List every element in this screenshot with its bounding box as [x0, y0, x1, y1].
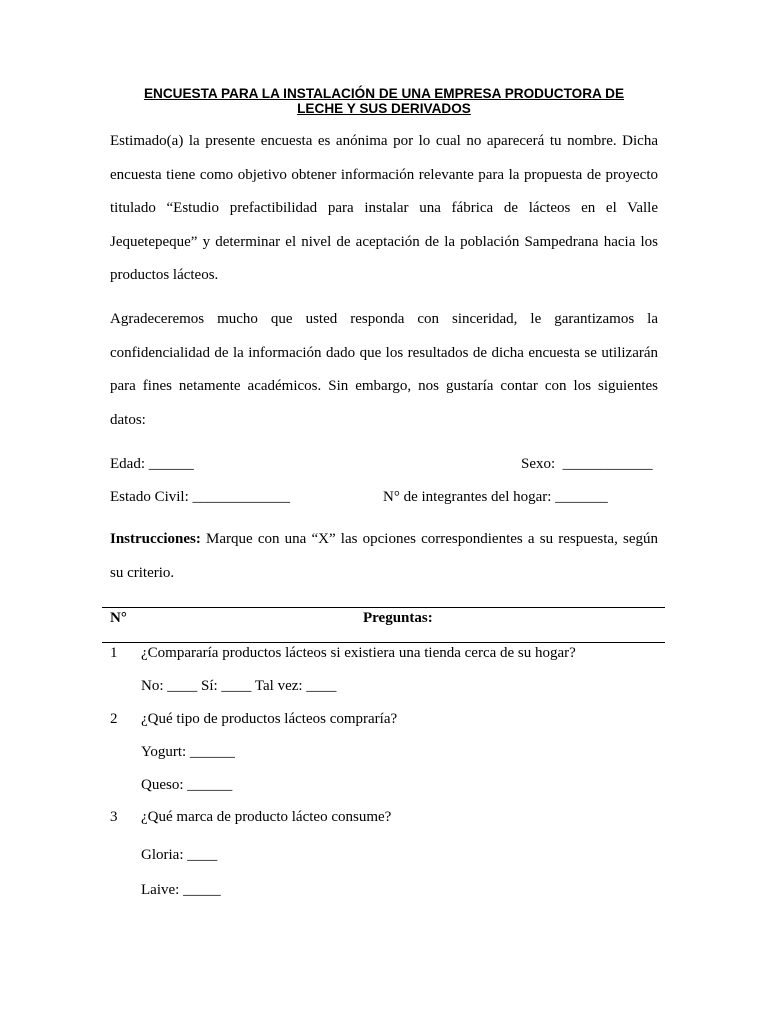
answer-option: Yogurt: ______: [141, 744, 235, 760]
request-paragraph: Agradeceremos mucho que usted responda con sinceridad, le garantizamos la confidencialidad de la información dado que los resultados de dicha encuesta se utilizarán para fines netamente académicos. Sin embargo, nos gustaría contar con los siguientes datos:: [110, 311, 658, 428]
edad-field: Edad: ______: [110, 456, 194, 472]
table-header-questions: Preguntas:: [363, 610, 433, 626]
answer-option: Laive: _____: [141, 882, 221, 898]
question-text: ¿Compararía productos lácteos si existiera una tienda cerca de su hogar?: [141, 645, 576, 661]
estado-civil-field: Estado Civil: _____________: [110, 489, 290, 505]
table-top-rule: [102, 607, 665, 608]
answer-option: No: ____ Sí: ____ Tal vez: ____: [141, 678, 337, 694]
question-text: ¿Qué marca de producto lácteo consume?: [141, 809, 392, 825]
instructions-label: Instrucciones:: [110, 531, 201, 547]
intro-paragraph: Estimado(a) la presente encuesta es anónima por lo cual no aparecerá tu nombre. Dicha encuesta tiene como objetivo obtener información relevante para la propuesta de proyecto titulado “Estudio prefactibilidad para instalar una fábrica de lácteos en el Valle Jequetepeque” y determinar el nivel de aceptación de la población Sampedrana hacia los productos lácteos.: [110, 133, 658, 283]
question-number: 2: [110, 711, 118, 727]
title-line-2: LECHE Y SUS DERIVADOS: [297, 101, 471, 116]
question-number: 1: [110, 645, 118, 661]
instructions-paragraph: [110, 523, 658, 590]
answer-option: Queso: ______: [141, 777, 233, 793]
sexo-field: Sexo: ____________: [521, 456, 653, 472]
table-header-number: N°: [110, 610, 127, 626]
question-text: ¿Qué tipo de productos lácteos compraría?: [141, 711, 398, 727]
answer-option: Gloria: ____: [141, 847, 218, 863]
integrantes-field: N° de integrantes del hogar: _______: [383, 489, 608, 505]
question-number: 3: [110, 809, 118, 825]
table-header-rule: [102, 642, 665, 643]
document-title: [110, 86, 658, 116]
instructions-text: Marque con una “X” las opciones correspondientes a su respuesta, según su criterio.: [110, 531, 658, 581]
title-line-1: ENCUESTA PARA LA INSTALACIÓN DE UNA EMPRESA PRODUCTORA DE: [143, 86, 625, 101]
